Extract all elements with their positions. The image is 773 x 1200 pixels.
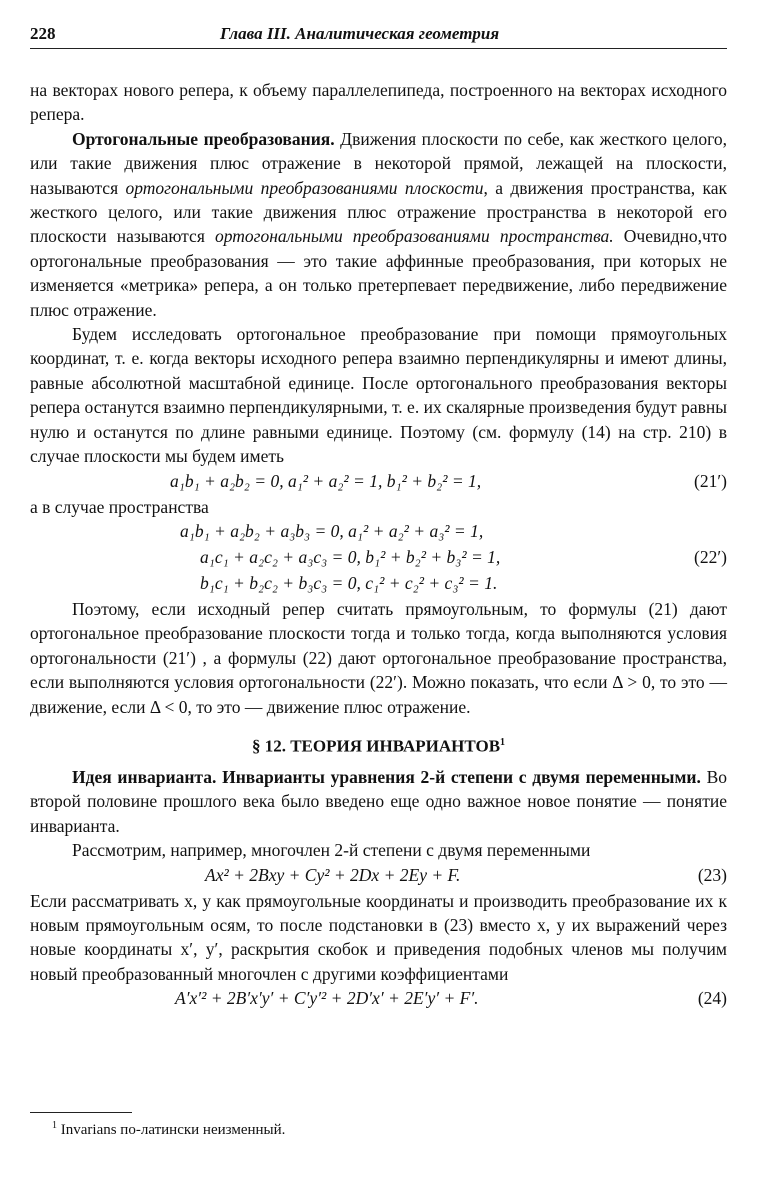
equation-number: (24) bbox=[697, 988, 727, 1009]
paragraph: Рассмотрим, например, многочлен 2-й степени с двумя переменными bbox=[72, 840, 591, 861]
run-in-heading: Ортогональные преобразования. bbox=[72, 128, 335, 149]
page-number: 228 bbox=[30, 24, 56, 43]
chapter-title: Глава III. Аналитическая геометрия bbox=[220, 24, 500, 43]
equation-24 bbox=[30, 986, 727, 1012]
paragraph: Поэтому, если исходный репер считать прямоугольным, то формулы (21) дают ортогональное преобразование плоскости тогда и только тогда, когда выполняются условия ортогональности (21′) , а формулы (22) дают ортогональное преобразование пространства, если выполняются условия ортогональности (22′). Можно показать, что если Δ > 0, то это — движение, если Δ < 0, то это — движение плюс отражение. bbox=[30, 598, 727, 717]
equation-formula: a₁b₁ + a₂b₂ = 0, a₁² + a₂² = 1, b₁² + b₂² = 1, bbox=[170, 470, 482, 491]
paragraph: на векторах нового репера, к объему параллелепипеда, построенного на векторах исходного репера. bbox=[30, 80, 727, 125]
equation-23 bbox=[30, 863, 727, 889]
equation-number: (22′) bbox=[694, 546, 727, 567]
footnote-mark: 1 bbox=[52, 1120, 57, 1131]
paragraph: Будем исследовать ортогональное преобразование при помощи прямоугольных координат, т. е. когда векторы исходного репера взаимно перпендикулярны и имеют длины, равные абсолютной масштабной единице. После ортогонального преобразования векторы репера останутся взаимно перпендикулярными, т. е. их скалярные произведения будут равны нулю и останутся по длине равными единице. Поэтому (см. формулу (14) на стр. 210) в случае плоскости мы будем иметь bbox=[30, 324, 727, 467]
paragraph: а в случае пространства bbox=[30, 496, 209, 517]
equation-formula: a₁c₁ + a₂c₂ + a₃c₃ = 0, b₁² + b₂² + b₃² = 1, bbox=[200, 546, 501, 567]
paragraph: Идея инварианта. Инварианты уравнения 2-й степени с двумя переменными. Во второй половине прошлого века было введено еще одно важное новое понятие — понятие инварианта. bbox=[30, 767, 727, 836]
text-body bbox=[30, 78, 727, 1012]
footnote-text: Invarians по-латински неизменный. bbox=[60, 1122, 286, 1138]
equation-number: (23) bbox=[697, 864, 727, 885]
footnote-rule bbox=[30, 1112, 132, 1113]
equation-formula: a₁b₁ + a₂b₂ + a₃b₃ = 0, a₁² + a₂² + a₃² = 1, bbox=[180, 520, 484, 541]
paragraph: Если рассматривать x, y как прямоугольные координаты и производить преобразование их к новым прямоугольным осям, то после подстановки в (23) вместо x, y их выражений через новые координаты x′, y′, раскрытия скобок и приведения подобных членов мы получим новый преобразованный многочлен с другими коэффициентами bbox=[30, 890, 727, 984]
equation-formula: b₁c₁ + b₂c₂ + b₃c₃ = 0, c₁² + c₂² + c₃² = 1. bbox=[200, 572, 498, 593]
paragraph: Ортогональные преобразования. Движения плоскости по себе, как жесткого целого, или такие движения плюс отражение в некоторой прямой, лежащей на плоскости, называются ортогональными преобразованиями плоскости, а движения пространства, как жесткого целого, или такие движения плюс отражение пространства в некоторой его плоскости называются ортогональными преобразованиями пространства. Очевидно,что ортогональные преобразования — это такие аффинные преобразования, при которых не изменяется «метрика» репера, а он только претерпевает передвижение, либо передвижение плюс отражение. bbox=[30, 128, 727, 320]
equation-formula: A′x′² + 2B′x′y′ + C′y′² + 2D′x′ + 2E′y′ + F′. bbox=[175, 988, 479, 1009]
footnote-mark: 1 bbox=[500, 736, 506, 748]
section-heading: § 12. ТЕОРИЯ ИНВАРИАНТОВ$^1$ bbox=[251, 736, 506, 756]
equation-formula: Ax² + 2Bxy + Cy² + 2Dx + 2Ey + F. bbox=[205, 864, 461, 885]
equation-21 bbox=[30, 469, 727, 495]
run-in-heading: Идея инварианта. Инварианты уравнения 2-й степени с двумя переменными. bbox=[72, 767, 701, 787]
equation-number: (21′) bbox=[694, 470, 727, 491]
running-header bbox=[30, 24, 727, 49]
footnote bbox=[52, 1120, 285, 1139]
equation-22 bbox=[30, 519, 727, 597]
